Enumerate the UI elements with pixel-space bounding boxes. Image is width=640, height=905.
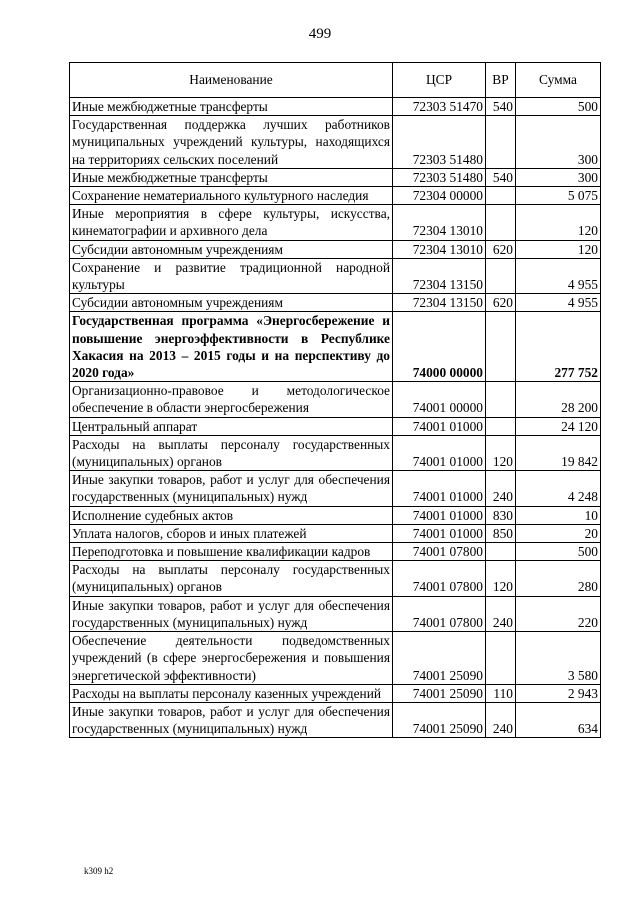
cell-vr: 830 <box>486 506 516 524</box>
cell-sum: 500 <box>516 98 601 116</box>
budget-table <box>69 62 601 738</box>
cell-sum: 4 955 <box>516 294 601 312</box>
cell-csr: 74001 01000 <box>393 417 486 435</box>
cell-csr: 74001 25090 <box>393 702 486 737</box>
cell-csr: 74001 01000 <box>393 506 486 524</box>
cell-csr: 72304 13150 <box>393 258 486 293</box>
cell-sum: 3 580 <box>516 632 601 685</box>
cell-csr: 74001 07800 <box>393 543 486 561</box>
cell-csr: 74000 00000 <box>393 312 486 382</box>
table-row <box>70 471 601 506</box>
header-sum: Сумма <box>516 63 601 98</box>
cell-vr: 240 <box>486 471 516 506</box>
header-vr: ВР <box>486 63 516 98</box>
cell-csr: 74001 01000 <box>393 524 486 542</box>
table-row <box>70 632 601 685</box>
cell-sum: 28 200 <box>516 382 601 417</box>
table-row <box>70 294 601 312</box>
cell-name: Государственная поддержка лучших работников муниципальных учреждений культуры, находящихся на территориях сельских поселений <box>70 116 393 169</box>
table-row <box>70 312 601 382</box>
table-row <box>70 506 601 524</box>
table-row <box>70 187 601 205</box>
cell-csr: 74001 00000 <box>393 382 486 417</box>
cell-csr: 72304 00000 <box>393 187 486 205</box>
cell-sum: 10 <box>516 506 601 524</box>
cell-vr: 120 <box>486 435 516 470</box>
cell-sum: 19 842 <box>516 435 601 470</box>
cell-vr <box>486 543 516 561</box>
table-row <box>70 98 601 116</box>
cell-vr <box>486 312 516 382</box>
cell-name: Расходы на выплаты персоналу государственных (муниципальных) органов <box>70 561 393 596</box>
table-row <box>70 382 601 417</box>
cell-name: Иные межбюджетные трансферты <box>70 168 393 186</box>
cell-csr: 74001 01000 <box>393 471 486 506</box>
cell-vr: 240 <box>486 702 516 737</box>
cell-name: Иные закупки товаров, работ и услуг для обеспечения государственных (муниципальных) нужд <box>70 702 393 737</box>
cell-name: Иные закупки товаров, работ и услуг для обеспечения государственных (муниципальных) нужд <box>70 596 393 631</box>
cell-csr: 72304 13010 <box>393 205 486 240</box>
cell-name: Сохранение нематериального культурного наследия <box>70 187 393 205</box>
cell-vr: 620 <box>486 240 516 258</box>
cell-name: Государственная программа «Энергосбережение и повышение энергоэффективности в Республике Хакасия на 2013 – 2015 годы и на перспективу до 2020 года» <box>70 312 393 382</box>
cell-csr: 72304 13010 <box>393 240 486 258</box>
cell-vr <box>486 632 516 685</box>
cell-csr: 74001 01000 <box>393 435 486 470</box>
cell-csr: 74001 25090 <box>393 684 486 702</box>
table-row <box>70 596 601 631</box>
cell-sum: 277 752 <box>516 312 601 382</box>
table-row <box>70 702 601 737</box>
cell-name: Переподготовка и повышение квалификации кадров <box>70 543 393 561</box>
cell-vr <box>486 116 516 169</box>
cell-vr: 620 <box>486 294 516 312</box>
cell-sum: 24 120 <box>516 417 601 435</box>
table-row <box>70 258 601 293</box>
cell-vr <box>486 258 516 293</box>
header-csr: ЦСР <box>393 63 486 98</box>
cell-vr <box>486 187 516 205</box>
table-header-row <box>70 63 601 98</box>
cell-name: Субсидии автономным учреждениям <box>70 240 393 258</box>
cell-name: Иные закупки товаров, работ и услуг для обеспечения государственных (муниципальных) нужд <box>70 471 393 506</box>
cell-vr <box>486 205 516 240</box>
cell-vr: 540 <box>486 98 516 116</box>
cell-name: Сохранение и развитие традиционной народной культуры <box>70 258 393 293</box>
cell-vr: 540 <box>486 168 516 186</box>
page-number: 499 <box>308 26 332 42</box>
cell-sum: 220 <box>516 596 601 631</box>
cell-sum: 634 <box>516 702 601 737</box>
cell-vr: 240 <box>486 596 516 631</box>
cell-name: Центральный аппарат <box>70 417 393 435</box>
cell-sum: 280 <box>516 561 601 596</box>
cell-name: Расходы на выплаты персоналу казенных учреждений <box>70 684 393 702</box>
cell-name: Расходы на выплаты персоналу государственных (муниципальных) органов <box>70 435 393 470</box>
table-body <box>70 98 601 738</box>
cell-sum: 20 <box>516 524 601 542</box>
table-row <box>70 561 601 596</box>
cell-csr: 72303 51470 <box>393 98 486 116</box>
table-row <box>70 240 601 258</box>
cell-csr: 74001 25090 <box>393 632 486 685</box>
table-row <box>70 417 601 435</box>
cell-sum: 5 075 <box>516 187 601 205</box>
cell-sum: 120 <box>516 240 601 258</box>
cell-sum: 500 <box>516 543 601 561</box>
cell-name: Иные межбюджетные трансферты <box>70 98 393 116</box>
cell-sum: 4 248 <box>516 471 601 506</box>
cell-sum: 4 955 <box>516 258 601 293</box>
cell-name: Субсидии автономным учреждениям <box>70 294 393 312</box>
cell-sum: 300 <box>516 168 601 186</box>
cell-csr: 74001 07800 <box>393 561 486 596</box>
cell-name: Уплата налогов, сборов и иных платежей <box>70 524 393 542</box>
cell-name: Организационно-правовое и методологическое обеспечение в области энергосбережения <box>70 382 393 417</box>
cell-sum: 300 <box>516 116 601 169</box>
table-row <box>70 435 601 470</box>
cell-sum: 120 <box>516 205 601 240</box>
table-row <box>70 524 601 542</box>
cell-vr <box>486 382 516 417</box>
table-row <box>70 205 601 240</box>
table-row <box>70 116 601 169</box>
header-name: Наименование <box>70 63 393 98</box>
cell-name: Иные мероприятия в сфере культуры, искусства, кинематографии и архивного дела <box>70 205 393 240</box>
cell-csr: 72304 13150 <box>393 294 486 312</box>
cell-csr: 74001 07800 <box>393 596 486 631</box>
table-row <box>70 168 601 186</box>
cell-vr: 110 <box>486 684 516 702</box>
table-row <box>70 684 601 702</box>
cell-sum: 2 943 <box>516 684 601 702</box>
cell-name: Исполнение судебных актов <box>70 506 393 524</box>
footer-code: k309 h2 <box>84 866 114 876</box>
cell-name: Обеспечение деятельности подведомственных учреждений (в сфере энергосбережения и повышения энергетической эффективности) <box>70 632 393 685</box>
cell-vr: 120 <box>486 561 516 596</box>
cell-vr: 850 <box>486 524 516 542</box>
cell-csr: 72303 51480 <box>393 116 486 169</box>
cell-csr: 72303 51480 <box>393 168 486 186</box>
cell-vr <box>486 417 516 435</box>
table-row <box>70 543 601 561</box>
